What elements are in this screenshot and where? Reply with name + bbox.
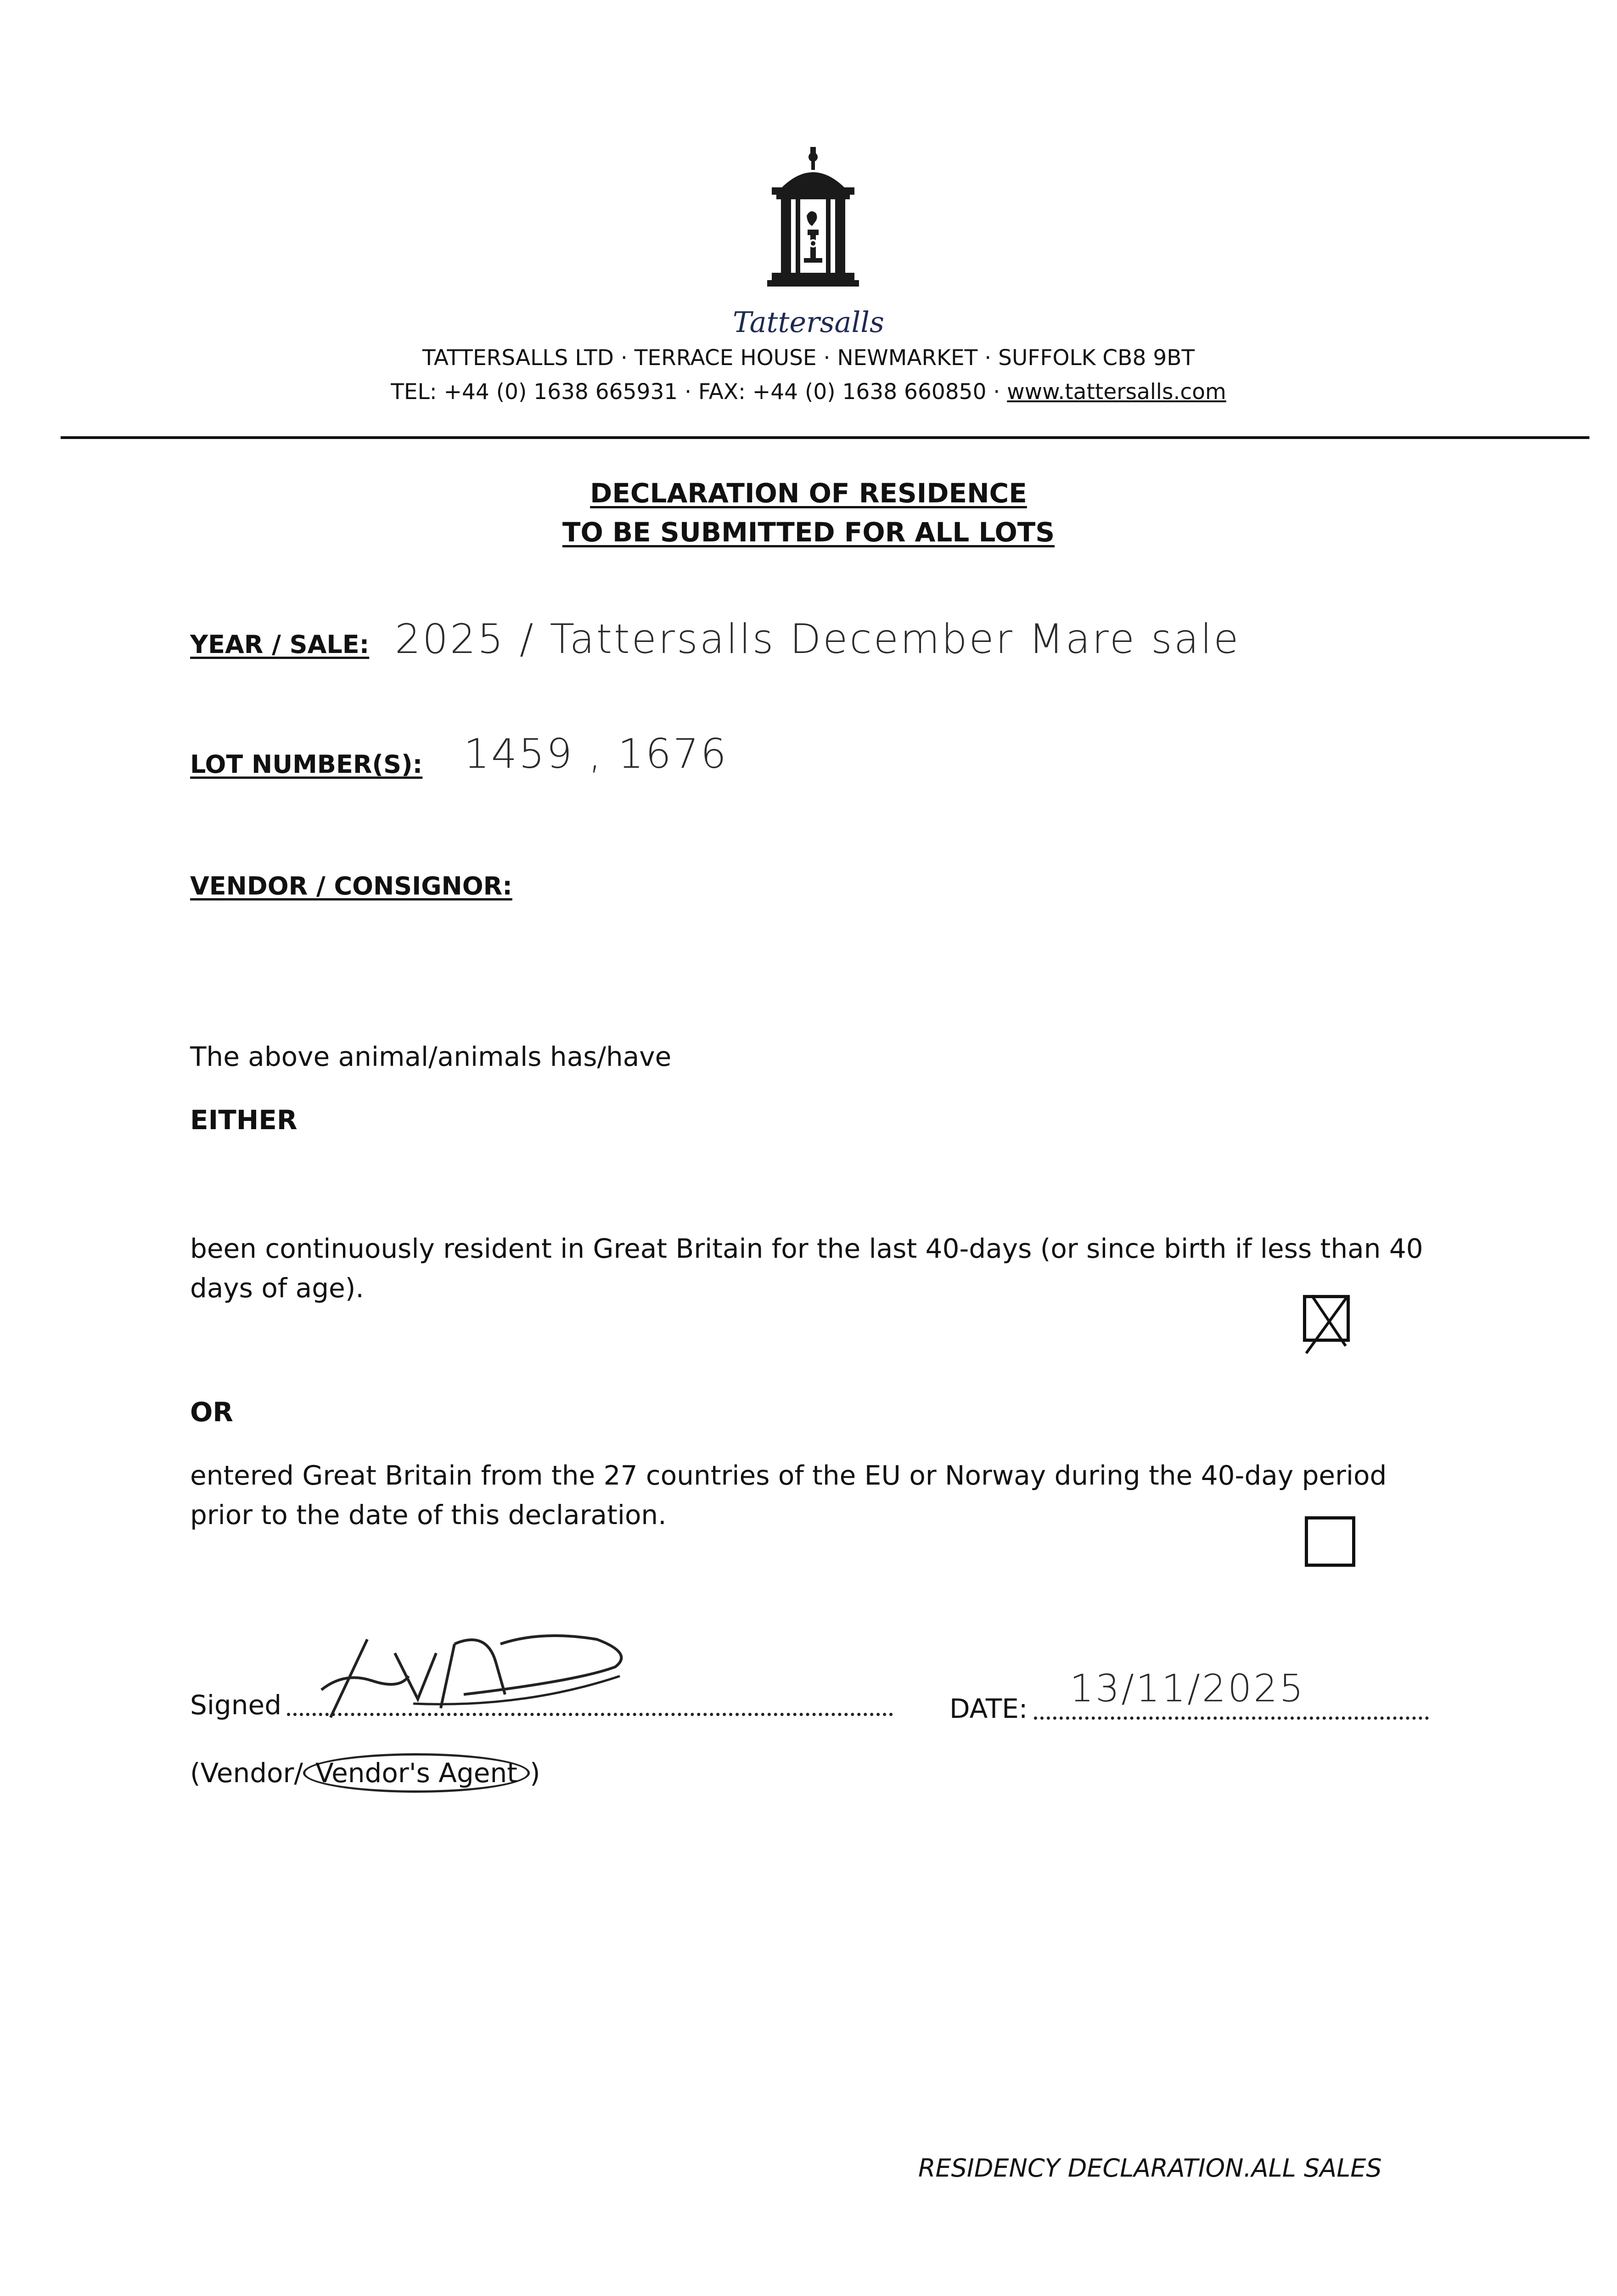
company-contact [0,379,1617,405]
option2-checkbox[interactable] [1305,1516,1355,1567]
option2-line2: prior to the date of this declaration. [190,1499,667,1531]
lot-numbers-value[interactable]: 1459 , 1676 [464,730,728,777]
form-subtitle: TO BE SUBMITTED FOR ALL LOTS [562,517,1055,548]
year-sale-label: YEAR / SALE: [190,630,370,659]
lot-numbers-label: LOT NUMBER(S): [190,750,423,779]
header-divider [61,436,1589,439]
tattersalls-logo [763,147,864,298]
company-address: TATTERSALLS LTD · TERRACE HOUSE · NEWMARKET · SUFFOLK CB8 9BT [422,345,1195,371]
option2-text [190,1456,1567,1535]
option2-line1: entered Great Britain from the 27 countries of the EU or Norway during the 40-day period [190,1460,1387,1491]
or-heading: OR [190,1396,233,1428]
form-title: DECLARATION OF RESIDENCE [590,478,1027,509]
intro-text: The above animal/animals has/have [190,1041,672,1072]
signed-label: Signed [190,1689,282,1721]
date-value[interactable]: 13/11/2025 [1070,1667,1305,1711]
either-heading: EITHER [190,1104,298,1136]
option1-text [190,1229,1567,1308]
vendor-consignor-value[interactable] [533,863,1359,905]
footer-note: RESIDENCY DECLARATION.ALL SALES [918,2154,1382,2183]
brand-name: Tattersalls [733,305,884,339]
vendor-role-selected[interactable]: Vendor's Agent [303,1753,530,1793]
date-label: DATE: [949,1693,1028,1724]
date-line[interactable] [1034,1716,1429,1720]
handwritten-signature [303,1626,643,1727]
phone-fax: TEL: +44 (0) 1638 665931 · FAX: +44 (0) 1638 660850 · [391,379,1007,405]
option1-checkbox[interactable] [1303,1295,1350,1342]
option1-line2: days of age). [190,1272,364,1304]
vendor-consignor-label: VENDOR / CONSIGNOR: [190,872,512,900]
year-sale-value[interactable]: 2025 / Tattersalls December Mare sale [395,615,1241,663]
vendor-role [190,1753,540,1793]
option1-line1: been continuously resident in Great Britain for the last 40-days (or since birth if less than 40 [190,1233,1423,1264]
vendor-role-suffix: ) [529,1757,540,1789]
option1-check-mark [1302,1292,1357,1356]
vendor-role-prefix: (Vendor/ [190,1757,303,1789]
website-link[interactable]: www.tattersalls.com [1007,379,1226,405]
